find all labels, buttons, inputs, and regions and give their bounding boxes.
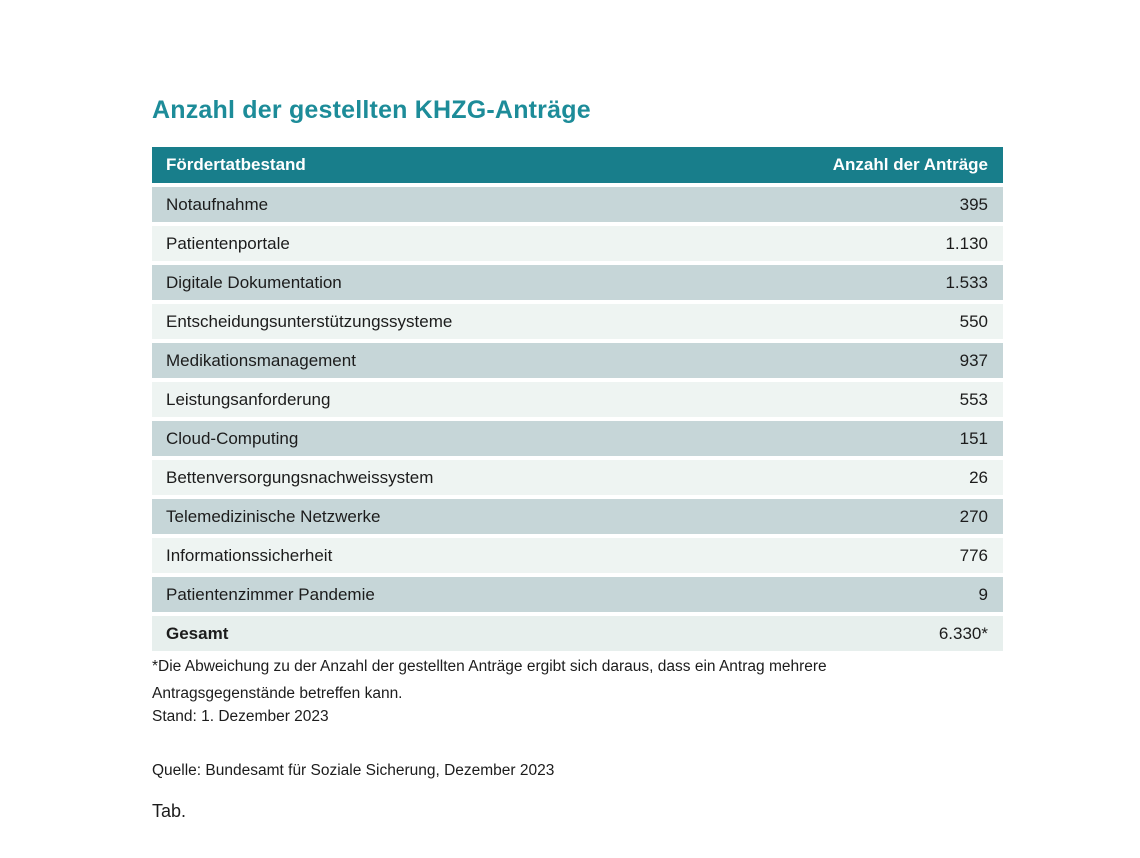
table-row (152, 538, 1003, 573)
row-value: 26 (969, 467, 988, 487)
footnote-text: *Die Abweichung zu der Anzahl der gestellten Anträge ergibt sich daraus, dass ein Antrag mehrere Antragsgegenstände betreffen kann. (152, 658, 827, 702)
row-label: Digitale Dokumentation (166, 272, 342, 292)
table-row (152, 421, 1003, 456)
row-label: Telemedizinische Netzwerke (166, 506, 381, 526)
row-label: Entscheidungsunterstützungssysteme (166, 311, 453, 331)
row-label: Medikationsmanagement (166, 350, 356, 370)
table-row (152, 577, 1003, 612)
table-row (152, 187, 1003, 222)
row-value: 776 (959, 545, 988, 565)
row-value: 9 (978, 584, 988, 604)
table-row (152, 343, 1003, 378)
source-attribution: Quelle: Bundesamt für Soziale Sicherung, Dezember 2023 (152, 762, 555, 779)
row-label: Patientenzimmer Pandemie (166, 584, 375, 604)
table-row-total (152, 616, 1003, 651)
row-value-gesamt: 6.330* (938, 623, 988, 643)
column-header-anzahl: Anzahl der Anträge (832, 155, 988, 174)
row-label: Notaufnahme (166, 194, 269, 214)
row-value: 553 (959, 389, 988, 409)
table-row (152, 460, 1003, 495)
row-label: Patientenportale (166, 233, 290, 253)
stand-date: Stand: 1. Dezember 2023 (152, 708, 329, 725)
row-label-gesamt: Gesamt (166, 623, 229, 643)
row-value: 937 (959, 350, 988, 370)
tab-label: Tab. (152, 801, 187, 821)
row-value: 395 (959, 194, 988, 214)
table-row (152, 499, 1003, 534)
column-header-foerdertatbestand: Fördertatbestand (166, 155, 306, 174)
row-value: 1.533 (945, 272, 988, 292)
row-label: Cloud-Computing (166, 428, 299, 448)
khzg-table (152, 147, 1003, 655)
table-row (152, 226, 1003, 261)
table-row (152, 382, 1003, 417)
row-label: Bettenversorgungsnachweissystem (166, 467, 434, 487)
row-value: 1.130 (945, 233, 988, 253)
table-row (152, 304, 1003, 339)
row-value: 550 (959, 311, 988, 331)
page-title: Anzahl der gestellten KHZG-Anträge (152, 96, 591, 124)
row-value: 270 (959, 506, 988, 526)
table-row (152, 265, 1003, 300)
row-label: Informationssicherheit (166, 545, 333, 565)
row-value: 151 (959, 428, 988, 448)
table-header-row (152, 147, 1003, 183)
row-label: Leistungsanforderung (166, 389, 331, 409)
